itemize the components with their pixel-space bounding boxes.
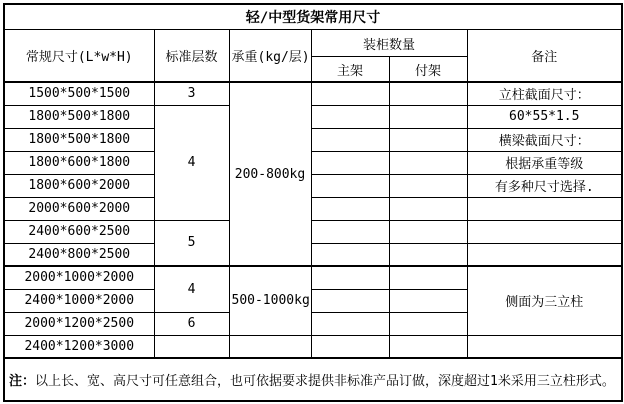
- cell-aux-rack: [389, 82, 467, 105]
- cell-main-rack: [311, 197, 389, 220]
- cell-layers: 3: [154, 82, 229, 105]
- cell-aux-rack: [389, 220, 467, 243]
- cell-remark: [467, 243, 622, 266]
- cell-size: 1500*500*1500: [4, 82, 154, 105]
- table-row: [4, 82, 622, 105]
- cell-remark: 立柱截面尺寸：: [467, 82, 622, 105]
- cell-remark: 侧面为三立柱: [467, 266, 622, 335]
- cell-aux-rack: [389, 243, 467, 266]
- cell-main-rack: [311, 312, 389, 335]
- cell-size: 2400*600*2500: [4, 220, 154, 243]
- cell-main-rack: [311, 289, 389, 312]
- cell-main-rack: [311, 266, 389, 289]
- cell-main-rack: [311, 335, 389, 358]
- header-main-rack: 主架: [311, 57, 389, 83]
- table-row: [4, 220, 622, 243]
- cell-main-rack: [311, 220, 389, 243]
- footnote-row: [4, 358, 622, 401]
- cell-remark: 横梁截面尺寸：: [467, 128, 622, 151]
- cell-aux-rack: [389, 174, 467, 197]
- cell-main-rack: [311, 174, 389, 197]
- cell-size: 2400*1200*3000: [4, 335, 154, 358]
- cell-layers: [154, 335, 229, 358]
- cell-layers: 5: [154, 220, 229, 266]
- cell-load: 500-1000kg: [229, 266, 311, 335]
- cell-aux-rack: [389, 197, 467, 220]
- table-row: [4, 174, 622, 197]
- cell-load: [229, 335, 311, 358]
- cell-aux-rack: [389, 128, 467, 151]
- cell-main-rack: [311, 243, 389, 266]
- cell-size: 2000*1000*2000: [4, 266, 154, 289]
- cell-main-rack: [311, 82, 389, 105]
- header-row-top: [4, 30, 622, 57]
- table-row: [4, 197, 622, 220]
- header-container-qty: 装柜数量: [311, 30, 467, 57]
- cell-size: 1800*500*1800: [4, 105, 154, 128]
- table-row: [4, 335, 622, 358]
- cell-aux-rack: [389, 335, 467, 358]
- footnote: [4, 358, 622, 401]
- cell-size: 1800*500*1800: [4, 128, 154, 151]
- cell-load: 200-800kg: [229, 82, 311, 266]
- cell-remark: 根据承重等级: [467, 151, 622, 174]
- cell-size: 2000*600*2000: [4, 197, 154, 220]
- cell-main-rack: [311, 151, 389, 174]
- header-remark: 备注: [467, 30, 622, 83]
- cell-layers: 6: [154, 312, 229, 335]
- cell-size: 1800*600*2000: [4, 174, 154, 197]
- cell-main-rack: [311, 128, 389, 151]
- header-size: 常规尺寸(L*w*H): [4, 30, 154, 83]
- header-aux-rack: 付架: [389, 57, 467, 83]
- cell-size: 2400*1000*2000: [4, 289, 154, 312]
- cell-remark: [467, 197, 622, 220]
- cell-remark: 有多种尺寸选择.: [467, 174, 622, 197]
- cell-main-rack: [311, 105, 389, 128]
- header-load: 承重(kg/层): [229, 30, 311, 83]
- table-row: [4, 266, 622, 289]
- footnote-prefix: 注：: [9, 374, 36, 389]
- table-row: [4, 128, 622, 151]
- cell-remark: [467, 220, 622, 243]
- cell-remark: [467, 335, 622, 358]
- footnote-text: 以上长、宽、高尺寸可任意组合，也可依据要求提供非标准产品订做，深度超过1米采用三立柱形式。: [35, 374, 615, 389]
- table-row: [4, 105, 622, 128]
- cell-layers: 4: [154, 105, 229, 220]
- cell-remark: 60*55*1.5: [467, 105, 622, 128]
- cell-size: 2400*800*2500: [4, 243, 154, 266]
- cell-size: 2000*1200*2500: [4, 312, 154, 335]
- cell-aux-rack: [389, 312, 467, 335]
- cell-aux-rack: [389, 151, 467, 174]
- header-layers: 标准层数: [154, 30, 229, 83]
- table-title: 轻/中型货架常用尺寸: [4, 4, 622, 30]
- table-row: [4, 243, 622, 266]
- spec-table: [3, 3, 623, 402]
- table-row: [4, 151, 622, 174]
- cell-size: 1800*600*1800: [4, 151, 154, 174]
- cell-aux-rack: [389, 266, 467, 289]
- cell-aux-rack: [389, 105, 467, 128]
- cell-aux-rack: [389, 289, 467, 312]
- table-title-row: [4, 4, 622, 30]
- cell-layers: 4: [154, 266, 229, 312]
